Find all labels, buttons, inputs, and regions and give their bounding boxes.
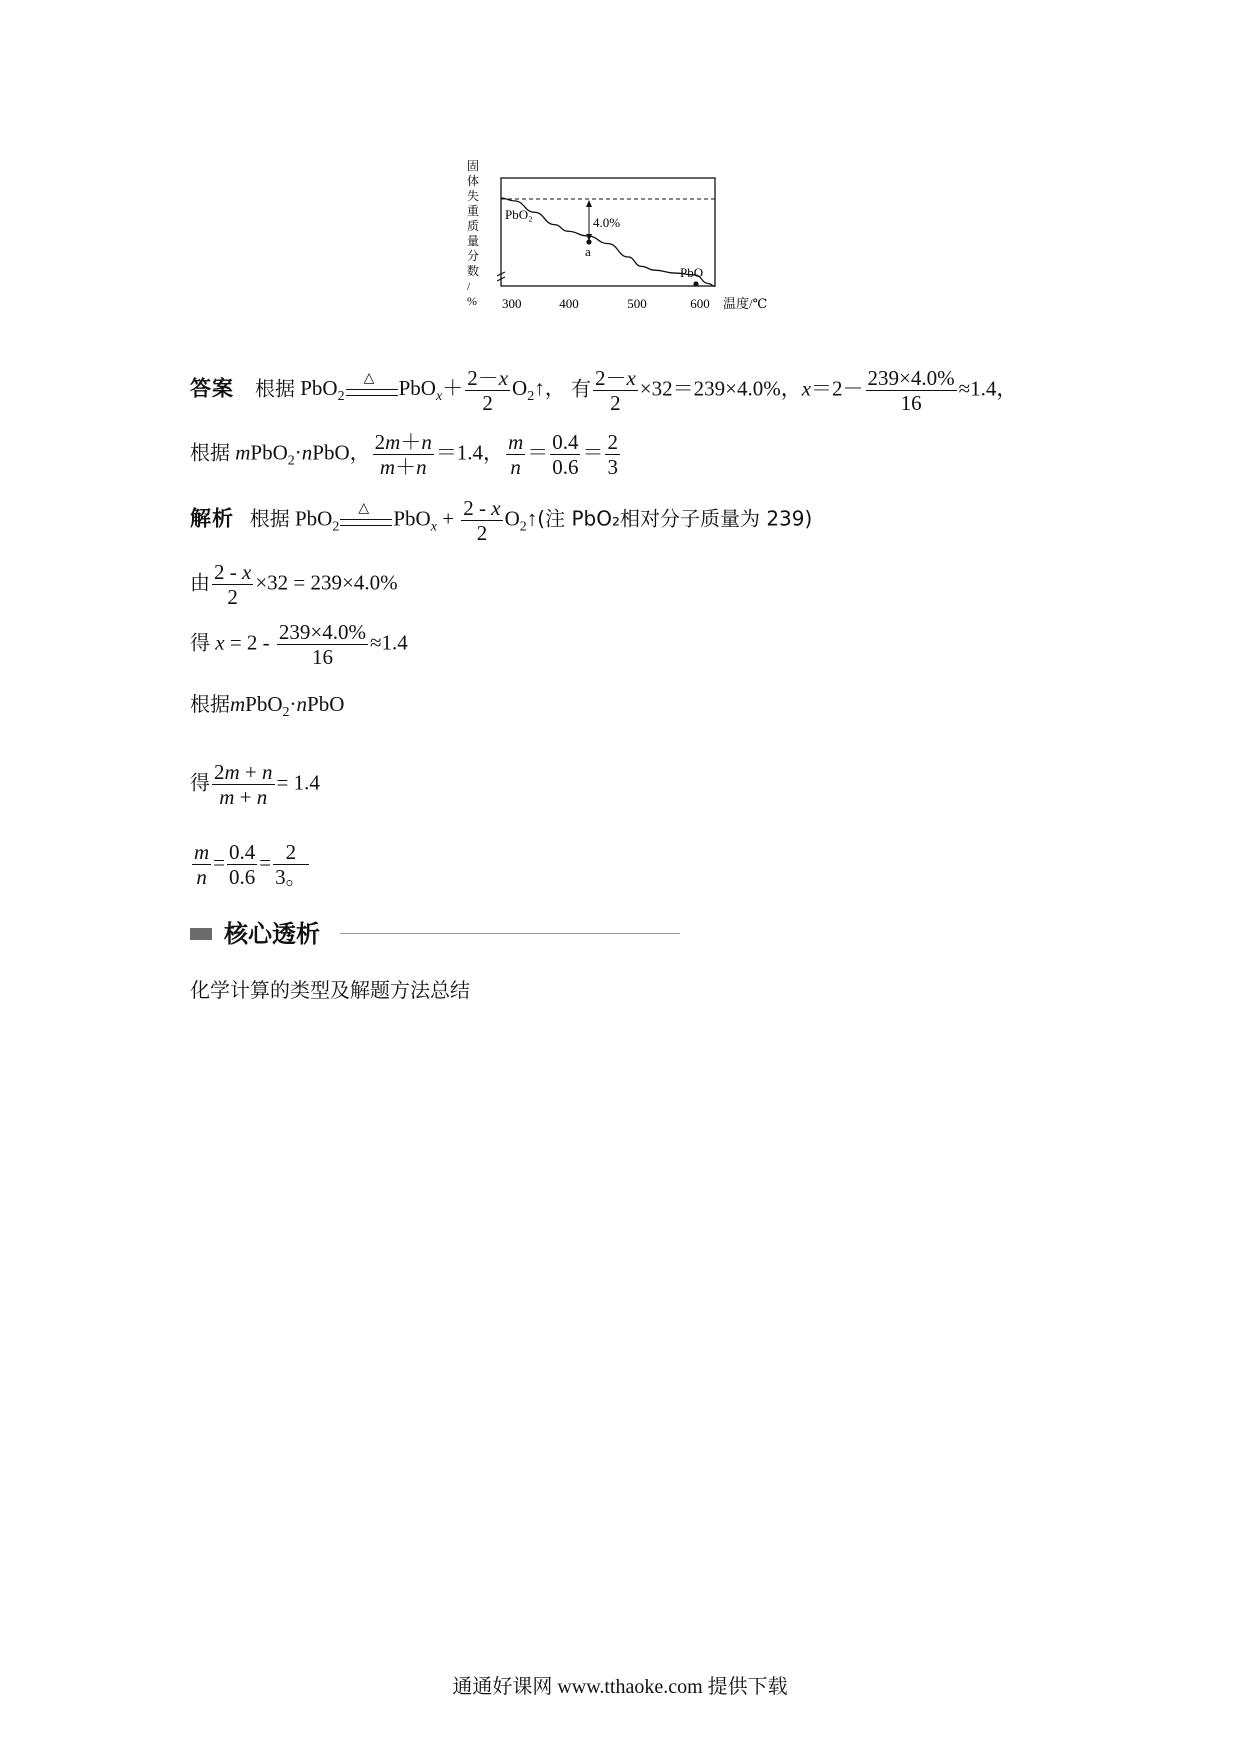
y-axis-label-char: 数 [467,264,480,278]
analysis-genju-2: 根据 [190,692,230,716]
weight-loss-chart [465,160,795,335]
label-a: a [585,244,591,259]
x-axis-label: 温度/℃ [723,296,768,311]
x-tick-300: 300 [502,296,522,311]
analysis-note: (注 PbO₂相对分子质量为 239) [537,506,813,531]
analysis-genju: 根据 [249,506,290,531]
answer-label: 答案 [190,376,234,401]
analysis-eq-a: ×32 = 239×4.0% [255,570,398,595]
answer-frac-04-06: $\frac{0.4}{0.6}$ [552,430,579,479]
section-title: 核心透析 [224,920,320,948]
y-axis-label [467,160,479,308]
analysis-frac-mn: $\frac{2m + n}{m + n}$ [214,760,273,809]
analysis-you: 由 [190,570,210,595]
answer-line-1: 答案 根据 PbO$_2$ △ PbO$_x$＋ $\frac{2-x}{2}$ $O_2↑$， 有 $\frac{2-x}{2}$ ×32＝239×4.0%，x＝2－ $\frac{239\times 4.0\%}{16}$ ≈1.4， [190,366,1018,415]
analysis-de-2: 得 [190,770,210,795]
x-tick-400: 400 [559,296,579,311]
label-pbo: PbO [680,265,704,280]
answer-eq14: ＝1.4， [435,440,505,465]
analysis-line-1: 解析 根据 PbO$_2$ △ PbO$_x$ + $\frac{2 - x}{2}$ $O_2↑$(注 PbO₂相对分子质量为 239) [190,496,813,545]
analysis-eq14: = 1.4 [276,770,320,795]
y-axis-label-char: 失 [467,189,480,203]
x-tick-600: 600 [690,296,710,311]
answer-frac-mn: $\frac{2m+n}{m+n}$ [374,430,432,479]
analysis-frac-m-n: $\frac{m}{n}$ [194,840,210,889]
analysis-frac-2-x: $\frac{2 - x}{2}$ [463,496,501,545]
y-axis-label-char: 重 [467,204,480,218]
footer-text: 通通好课网 www.tthaoke.com 提供下载 [452,1676,788,1698]
answer-frac-2-x-b: $\frac{2-x}{2}$ [594,366,636,415]
section-marker [190,928,212,940]
y-axis-label-char: 分 [467,249,480,263]
y-axis-label-char: / [467,279,471,293]
y-axis-label-char: % [467,294,477,308]
analysis-label: 解析 [190,506,234,531]
answer-genju: 根据 [255,376,295,401]
answer-you: 有 [570,376,591,401]
analysis-frac-2-x-b: $\frac{2 - x}{2}$ [214,560,252,609]
answer-frac-2-x: $\frac{2-x}{2}$ [467,366,509,415]
section-rule [340,933,680,934]
analysis-frac-2-3: $\frac{2}{3。}$ [275,840,307,889]
analysis-approx: ≈1.4 [370,630,408,655]
point-pbo-marker [693,281,698,286]
heat-arrow-2: △ [340,511,392,531]
label-4pct: 4.0% [593,215,621,230]
analysis-line-2 [190,560,398,609]
y-axis-label-char: 质 [467,219,480,233]
answer-genju-2: 根据 [190,440,230,465]
answer-frac-239: $\frac{239\times 4.0\%}{16}$ [867,366,955,415]
arrow-4pct-head-top [586,200,592,207]
y-axis-label-char: 体 [467,174,480,188]
analysis-line-6: $\frac{m}{n}$ = $\frac{0.4}{0.6}$ = $\frac{2}{3。}$ [194,840,307,889]
analysis-line-4: 根据mPbO$_2$·nPbO [190,692,345,721]
analysis-frac-04-06: $\frac{0.4}{0.6}$ [229,840,256,889]
answer-frac-m-n: $\frac{m}{n}$ [508,430,524,479]
heat-arrow: △ [346,381,398,401]
section-subtitle: 化学计算的类型及解题方法总结 [190,978,470,1002]
answer-frac-2-3: $\frac{2}{3}$ [607,430,618,479]
analysis-frac-239: $\frac{239\times 4.0\%}{16}$ [278,620,367,669]
analysis-de: 得 [190,630,210,655]
x-tick-500: 500 [627,296,647,311]
label-pbo2: PbO₂ [505,207,533,222]
y-axis-label-char: 量 [467,234,480,248]
answer-reaction: PbO$_2$ △ PbO$_x$＋ $\frac{2-x}{2}$ $O_2↑$， [300,366,566,415]
analysis-line-5 [190,760,320,809]
answer-line-2: 根据 mPbO$_2$·nPbO， $\frac{2m+n}{m+n}$ ＝1.4， $\frac{m}{n}$ ＝ $\frac{0.4}{0.6}$ ＝ $\frac{2}{3}$ [190,430,618,479]
analysis-line-3: 得 x = 2 - $\frac{239\times 4.0\%}{16}$ ≈1.4 [190,620,408,669]
y-axis-label-char: 固 [467,160,480,173]
